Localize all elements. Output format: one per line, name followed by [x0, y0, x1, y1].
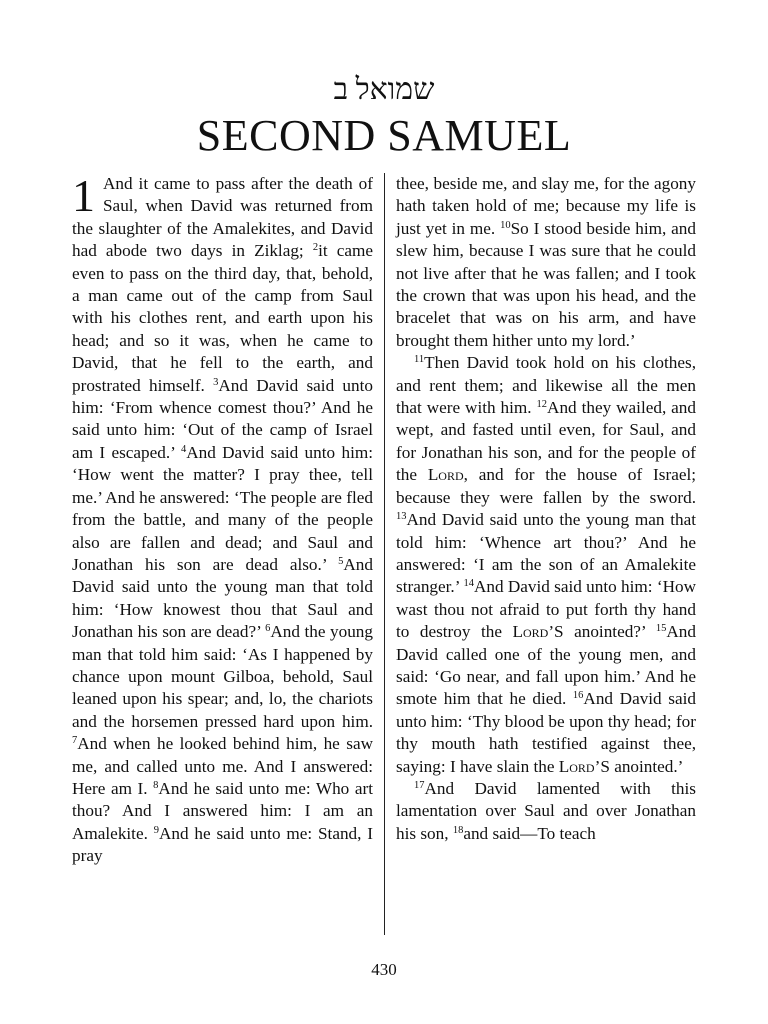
- verse-number: 3: [213, 376, 219, 388]
- verse-text: And David said unto him: ‘How wast thou not afraid to put forth thy hand to destroy the: [396, 577, 696, 642]
- verse-text: So I stood beside him, and slew him, because I was sure that he could not live after that he was fallen; and I took the crown that was upon his head, and the bracelet that was on his arm, and have brought them hither unto my lord.’: [396, 218, 696, 350]
- verse-number: 9: [153, 824, 159, 836]
- book-title: SECOND SAMUEL: [196, 111, 572, 160]
- verse-text: And the young man that told him said: ‘As I happened by chance upon mount Gilboa, behold, Saul leaned upon his spear; and, lo, the chariots and the horsemen pressed hard upon him.: [72, 622, 373, 731]
- page-number: 430: [371, 960, 397, 979]
- verse-text: , and for the house of Israel; because they were fallen by the sword.: [396, 465, 697, 507]
- verse-number: 8: [153, 779, 159, 791]
- divine-name: Lord: [558, 756, 595, 776]
- verse-number: 14: [463, 578, 474, 590]
- verse-text: And they wailed, and wept, and fasted until even, for Saul, and for Jonathan his son, and for the people of the: [396, 398, 696, 485]
- verse-text: And when he looked behind him, he saw me, and called unto me. And I answered: Here am I.: [72, 734, 373, 798]
- verse-text: And David said unto the young man that told him: ‘How knowest thou that Saul and Jonathan his son are dead?’: [72, 554, 373, 642]
- verse-number: 16: [572, 690, 584, 702]
- verse-text: Then David took hold on his clothes, and rent them; and likewise all the men that were with him.: [396, 353, 696, 418]
- verse-text: And David said unto him: ‘Thy blood be upon thy head; for thy mouth hath testified against thee, saying: I have slain the: [396, 689, 696, 776]
- verse-text: And David said unto him: ‘From whence comest thou?’ And he said unto him: ‘Out of the camp of Israel am I escaped.’: [72, 375, 373, 462]
- divine-name: Lord: [427, 465, 464, 485]
- verse-number: 12: [536, 399, 548, 411]
- left-column: [72, 170, 373, 868]
- paragraph: [396, 778, 696, 845]
- verse-text: And he said unto me: Who art thou? And I answered him: I am an Amalekite.: [72, 778, 373, 843]
- verse-text: And David said unto the young man that told him: ‘Whence art thou?’ And he answered: ‘I am the son of an Amalekite stranger.’: [396, 510, 696, 597]
- column-divider: [384, 173, 385, 935]
- right-column: [396, 173, 696, 845]
- verse-number: 17: [414, 779, 425, 791]
- verse-text: thee, beside me, and slay me, for the agony hath taken hold of me; because my life is just yet in me.: [396, 174, 696, 238]
- divine-name: Lord: [512, 622, 549, 642]
- verse-text: ’S anointed.’: [594, 756, 684, 776]
- verse-number: 2: [312, 242, 319, 254]
- chapter-paragraph: [72, 170, 373, 868]
- verse-text: and said—To teach: [463, 823, 596, 843]
- verse-number: 18: [452, 824, 464, 836]
- paragraph: [396, 352, 696, 778]
- hebrew-book-title: שמואל ב: [333, 73, 435, 106]
- verse-text: And David said unto him: ‘How went the matter? I pray thee, tell me.’ And he answered: ‘The people are fled from the battle, and many of the people also are fallen and dead; and Saul and Jonathan his son are dead also.’: [72, 442, 373, 574]
- verse-text: And David called one of the young men, and said: ‘Go near, and fall upon him.’ And he smote him that he died.: [396, 622, 696, 709]
- verse-number: 6: [265, 623, 271, 635]
- chapter-number: 1: [72, 170, 95, 221]
- verse-text: And David lamented with this lamentation over Saul and over Jonathan his son,: [396, 778, 696, 843]
- verse-number: 4: [180, 443, 187, 455]
- verse-number: 10: [500, 219, 511, 231]
- verse-text: ’S anointed?’: [548, 622, 656, 642]
- verse-number: 15: [655, 623, 667, 635]
- verse-text: And he said unto me: Stand, I pray: [72, 823, 373, 866]
- paragraph: [396, 173, 696, 352]
- verse-number: 5: [338, 555, 344, 567]
- verse-number: 11: [414, 354, 425, 366]
- verse-number: 13: [396, 511, 407, 523]
- verse-text: And it came to pass after the death of Saul, when David was returned from the slaughter of the Amalekites, and David had abode two days in Ziklag;: [72, 174, 373, 261]
- verse-text: it came even to pass on the third day, that, behold, a man came out of the camp from Saul with his clothes rent, and earth upon his head; and so it was, when he came to David, that he fell to the earth, and prostrated himself.: [72, 241, 373, 395]
- verse-number: 7: [72, 735, 78, 747]
